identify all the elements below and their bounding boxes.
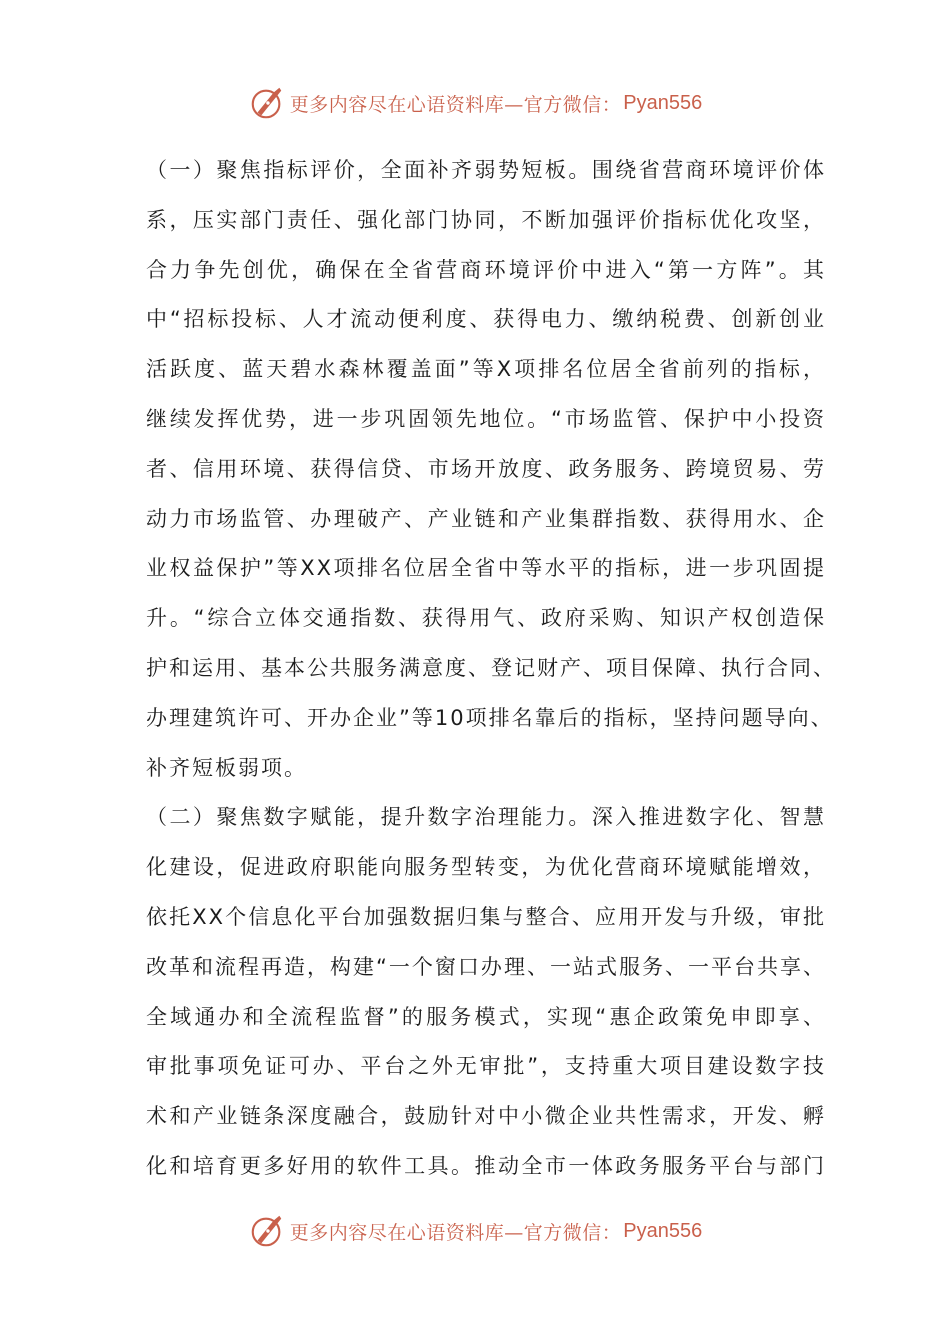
text-line: 依托XX个信息化平台加强数据归集与整合、应用开发与升级，审批: [146, 904, 826, 929]
pen-nib-seal-icon: [248, 1212, 286, 1250]
header-watermark: [0, 83, 950, 123]
text-line: 中“招标投标、人才流动便利度、获得电力、缴纳税费、创新创业: [146, 307, 826, 332]
text-line: 改革和流程再造，构建“一个窗口办理、一站式服务、一平台共享、: [146, 954, 826, 979]
watermark-wechat-id: Pyan556: [623, 1219, 703, 1242]
text-line: 化和培育更多好用的软件工具。推动全市一体政务服务平台与部门: [146, 1153, 826, 1178]
text-line: 审批事项免证可办、平台之外无审批”，支持重大项目建设数字技: [146, 1054, 826, 1079]
paragraph-2: [146, 793, 826, 1191]
text-line: 补齐短板弱项。: [146, 755, 307, 780]
text-line: 办理建筑许可、开办企业”等10项排名靠后的指标，坚持问题导向、: [146, 705, 834, 730]
text-line: 动力市场监管、办理破产、产业链和产业集群指数、获得用水、企: [146, 506, 826, 531]
document-body: [146, 146, 836, 1192]
text-line: 活跃度、蓝天碧水森林覆盖面”等X项排名位居全省前列的指标，: [146, 357, 826, 382]
footer-watermark: [0, 1211, 950, 1251]
text-line: （一）聚焦指标评价，全面补齐弱势短板。围绕省营商环境评价体: [146, 158, 826, 182]
text-line: 者、信用环境、获得信贷、市场开放度、政务服务、跨境贸易、劳: [146, 456, 826, 481]
text-line: 升。“综合立体交通指数、获得用气、政府采购、知识产权创造保: [146, 606, 826, 631]
text-line: （二）聚焦数字赋能，提升数字治理能力。深入推进数字化、智慧: [146, 805, 826, 830]
text-line: 系，压实部门责任、强化部门协同，不断加强评价指标优化攻坚，: [146, 207, 826, 232]
paragraph-1: [146, 146, 836, 793]
pen-nib-seal-icon: [248, 84, 286, 122]
watermark-text: 更多内容尽在心语资料库—官方微信：: [289, 93, 622, 116]
watermark-wechat-id: Pyan556: [623, 91, 703, 114]
text-line: 全域通办和全流程监督”的服务模式，实现“惠企政策免申即享、: [146, 1004, 826, 1029]
watermark-text: 更多内容尽在心语资料库—官方微信：: [289, 1221, 622, 1244]
text-line: 继续发挥优势，进一步巩固领先地位。“市场监管、保护中小投资: [146, 406, 826, 431]
text-line: 业权益保护”等XX项排名位居全省中等水平的指标，进一步巩固提: [146, 556, 826, 581]
text-line: 术和产业链条深度融合，鼓励针对中小微企业共性需求，开发、孵: [146, 1104, 826, 1129]
text-line: 化建设，促进政府职能向服务型转变，为优化营商环境赋能增效，: [146, 855, 826, 880]
text-line: 合力争先创优，确保在全省营商环境评价中进入“第一方阵”。其: [146, 257, 826, 282]
text-line: 护和运用、基本公共服务满意度、登记财产、项目保障、执行合同、: [146, 655, 836, 680]
